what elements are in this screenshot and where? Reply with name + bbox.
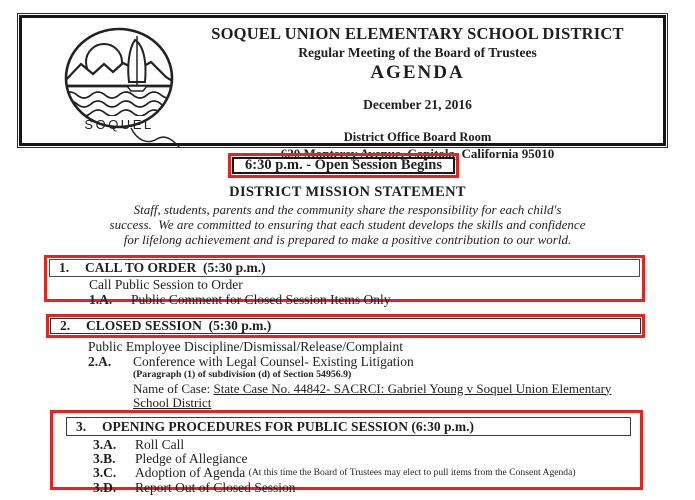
section-title: CALL TO ORDER (5:30 p.m.) — [85, 260, 266, 275]
case-name-line-2 — [88, 396, 648, 410]
section-3-header — [66, 417, 631, 436]
section-number: 3. — [76, 418, 87, 434]
annotation-box-open-session — [228, 153, 459, 178]
section-3-items — [53, 436, 640, 495]
agenda-item-3A — [93, 438, 640, 452]
agenda-item-1A — [47, 293, 642, 308]
agenda-item-text: Public Comment for Closed Session Items Only — [131, 291, 391, 307]
logo-wave-icon — [63, 101, 175, 107]
document-title: AGENDA — [370, 62, 465, 83]
mission-line: for lifelong achievement and is prepared to make a positive contribution to our world. — [123, 231, 572, 247]
logo-mountains-icon — [62, 62, 177, 84]
agenda-item-text: Conference with Legal Counsel- Existing Litigation — [133, 354, 414, 369]
case-name-line-1 — [88, 382, 648, 396]
agenda-item-2A — [88, 354, 648, 369]
meeting-type: Regular Meeting of the Board of Trustees — [298, 45, 537, 60]
section-2-content — [88, 339, 648, 410]
meeting-date: December 21, 2016 — [363, 97, 472, 112]
annotation-box-opening-procedures — [50, 410, 643, 495]
meeting-location-address: 620 Monterey Avenue, Capitola, California 95010 — [280, 146, 555, 161]
section-number: 1. — [59, 260, 70, 275]
open-session-banner — [232, 157, 455, 174]
agenda-item-3D — [93, 481, 640, 495]
agenda-item-label: 3.A. — [93, 437, 117, 452]
agenda-item-3B — [93, 452, 640, 466]
annotation-box-call-to-order — [44, 255, 645, 307]
agenda-item-label: 2.A. — [88, 354, 112, 369]
section-2-header — [50, 318, 641, 334]
agenda-item-text: Roll Call — [135, 437, 185, 452]
logo-wordmark: SOQUEL — [84, 117, 154, 132]
agenda-item-text: Pledge of Allegiance — [135, 451, 248, 467]
agenda-item-text: Report Out of Closed Session — [135, 479, 296, 495]
mission-statement-body — [0, 203, 695, 247]
annotation-box-closed-session — [46, 314, 645, 338]
agenda-item-3C — [93, 466, 640, 480]
section-title: CLOSED SESSION (5:30 p.m.) — [86, 318, 272, 333]
section-2-body: Public Employee Discipline/Dismissal/Release/Complaint — [88, 339, 403, 354]
mission-line: Staff, students, parents and the community share the responsibility for each child's — [133, 202, 562, 217]
agenda-item-label: 3.D. — [93, 479, 117, 495]
district-name: SOQUEL UNION ELEMENTARY SCHOOL DISTRICT — [211, 24, 624, 43]
section-title: OPENING PROCEDURES FOR PUBLIC SESSION (6:30 p.m.) — [102, 418, 475, 434]
case-name-underlined: State Case No. 44842- SACRCI: Gabriel Young v Soquel Union Elementary — [213, 380, 612, 396]
logo-wave-icon — [63, 92, 175, 98]
legal-code-note: (Paragraph (1) of subdivision (d) of Section 54956.9) — [133, 369, 352, 380]
section-1-header — [49, 259, 640, 277]
district-logo — [56, 20, 198, 148]
agenda-item-label: 3.B. — [93, 451, 116, 467]
consent-agenda-note: (At this time the Board of Trustees may elect to pull items from the Consent Agenda) — [248, 467, 576, 479]
case-name-underlined: School District — [133, 394, 212, 410]
open-session-banner-text: 6:30 p.m. - Open Session Begins — [245, 156, 442, 173]
section-number: 2. — [60, 318, 71, 333]
agenda-item-label: 3.C. — [93, 465, 117, 481]
section-1-body: Call Public Session to Order — [89, 277, 243, 292]
header-text-block — [190, 24, 645, 162]
agenda-item-label: 1.A. — [89, 291, 113, 307]
case-name-prefix: Name of Case: — [133, 380, 214, 396]
agenda-item-text: Adoption of Agenda — [135, 465, 249, 481]
meeting-location-room: District Office Board Room — [343, 130, 492, 144]
mission-statement-title: DISTRICT MISSION STATEMENT — [229, 184, 466, 200]
mission-line: success. We are committed to ensuring that each student develops the skills and confidence — [109, 216, 586, 232]
